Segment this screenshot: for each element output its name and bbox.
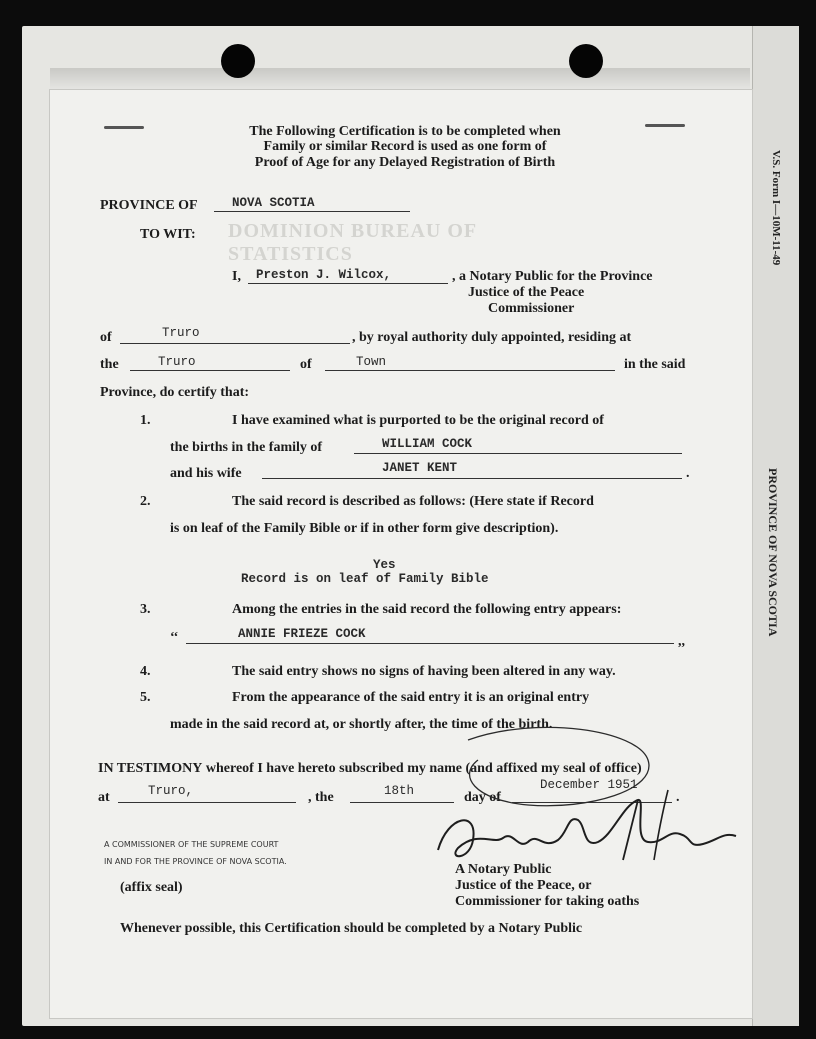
testimony-lead: IN TESTIMONY (98, 761, 203, 776)
item-1-line-2: the births in the family of (170, 440, 323, 455)
form-number: V.S. Form I—10M-11-49 (770, 150, 782, 266)
of-field-line (120, 343, 350, 344)
father-field-line (354, 453, 682, 454)
punch-hole-right (569, 44, 603, 78)
entry-field-line (186, 643, 674, 644)
at-label: at (98, 790, 110, 805)
item-1-line-1: I have examined what is purported to be the original record of (232, 413, 604, 428)
of-label: of (100, 330, 112, 345)
signer-title-3: Commissioner for taking oaths (455, 894, 640, 909)
father-name: WILLIAM COCK (382, 437, 473, 451)
entry-open-quote: ‘‘ (170, 630, 179, 645)
footer-note: Whenever possible, this Certification should be completed by a Notary Public (120, 921, 583, 936)
stamp-line-2: IN AND FOR THE PROVINCE OF NOVA SCOTIA. (104, 857, 287, 866)
header-line-1: The Following Certification is to be completed when (249, 124, 561, 139)
mother-name: JANET KENT (382, 461, 458, 475)
month-value: December 1951 (540, 778, 638, 792)
header-line-3: Proof of Age for any Delayed Registration of Birth (254, 155, 556, 170)
binder-mark-left (104, 126, 144, 129)
notary-role-3: Commissioner (488, 301, 575, 316)
item-2-number: 2. (140, 494, 151, 509)
certify-text: Province, do certify that: (100, 385, 250, 400)
notary-i-label: I, (232, 269, 241, 284)
notary-name-line (248, 283, 448, 284)
signer-title-2: Justice of the Peace, or (455, 878, 592, 893)
at-field-line (118, 802, 296, 803)
affix-seal-label: (affix seal) (120, 880, 183, 895)
province-label: PROVINCE OF (100, 198, 198, 213)
watermark: DOMINION BUREAU OF STATISTICS (228, 220, 477, 265)
item-1-number: 1. (140, 413, 151, 428)
binder-mark-right (645, 124, 685, 127)
province-value: NOVA SCOTIA (232, 196, 315, 210)
commissioner-stamp (104, 836, 324, 870)
header-line-2: Family or similar Record is used as one form of (263, 139, 547, 154)
mother-field-line (262, 478, 682, 479)
in-said-text: in the said (624, 357, 686, 372)
item-5-number: 5. (140, 690, 151, 705)
item-4-number: 4. (140, 664, 151, 679)
of-value: Truro (162, 326, 200, 340)
of2-field-line (325, 370, 615, 371)
entry-close-quote: ,, (678, 634, 685, 649)
testimony-period: . (676, 790, 680, 805)
the-field-line (130, 370, 290, 371)
the-value: Truro (158, 355, 196, 369)
notary-role-1: , a Notary Public for the Province (452, 269, 653, 284)
the-day-label: , the (308, 790, 334, 805)
day-of-label: day of (464, 790, 501, 805)
signer-title-1: A Notary Public (455, 862, 552, 877)
notary-name: Preston J. Wilcox, (256, 268, 392, 282)
item-3-number: 3. (140, 602, 151, 617)
item-2-line-2: is on leaf of the Family Bible or if in other form give description). (170, 521, 559, 536)
to-wit-label: TO WIT: (140, 227, 196, 242)
authority-text: , by royal authority duly appointed, residing at (352, 330, 632, 345)
item-4-text: The said entry shows no signs of having been altered in any way. (232, 664, 616, 679)
item-5-line-1: From the appearance of the said entry it is an original entry (232, 690, 590, 705)
testimony-text: whereof I have hereto subscribed my name (and affixed my seal of office) (205, 761, 642, 776)
item-1-line-3: and his wife (170, 466, 242, 481)
fold-band (50, 68, 750, 92)
item-5-line-2: made in the said record at, or shortly after, the time of the birth. (170, 717, 553, 732)
day-value: 18th (384, 784, 415, 798)
item-2-line-1: The said record is described as follows: (Here state if Record (232, 494, 594, 509)
item-3-line-1: Among the entries in the said record the following entry appears: (232, 602, 622, 617)
the-label: the (100, 357, 119, 372)
punch-hole-left (221, 44, 255, 78)
item-1-period: . (686, 466, 690, 481)
at-value: Truro, (148, 784, 194, 798)
province-field-line (214, 211, 410, 212)
of2-label: of (300, 357, 312, 372)
stamp-line-1: A COMMISSIONER OF THE SUPREME COURT (104, 840, 279, 849)
of2-value: Town (356, 355, 387, 369)
description-yes: Yes (373, 558, 396, 572)
side-province-label: PROVINCE OF NOVA SCOTIA (766, 468, 780, 637)
entry-text: ANNIE FRIEZE COCK (238, 627, 366, 641)
notary-role-2: Justice of the Peace (468, 285, 585, 300)
record-description: Record is on leaf of Family Bible (241, 572, 489, 586)
